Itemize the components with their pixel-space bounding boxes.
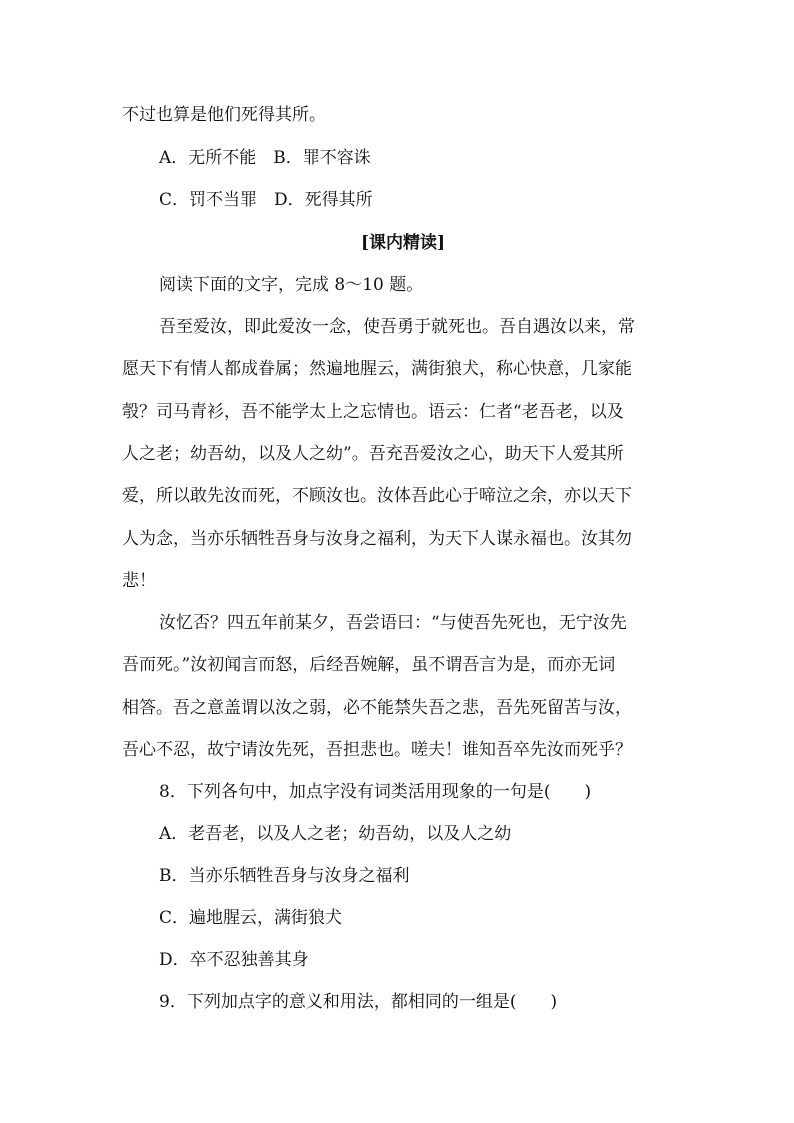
question-8-option-b: B．当亦乐牺牲吾身与汝身之福利: [159, 866, 410, 886]
instruction-text: 阅读下面的文字，完成 8～10 题。: [159, 275, 424, 295]
question-8-option-d: D．卒不忍独善其身: [159, 950, 309, 970]
intro-tail-text: 不过也算是他们死得其所。: [122, 105, 326, 125]
section-heading: [课内精读]: [361, 233, 446, 253]
passage-line: 爱，所以敢先汝而死，不顾汝也。汝体吾此心于啼泣之余，亦以天下: [122, 486, 632, 506]
question-8-stem: 8．下列各句中，加点字没有词类活用现象的一句是( ): [159, 782, 592, 802]
question-8-option-a: A．老吾老，以及人之老；幼吾幼，以及人之幼: [159, 824, 512, 844]
question-9-stem: 9．下列加点字的意义和用法，都相同的一组是( ): [159, 992, 558, 1012]
passage-line: 汝忆否？四五年前某夕，吾尝语曰：“与使吾先死也，无宁汝先: [159, 613, 627, 633]
passage-line: 相答。吾之意盖谓以汝之弱，必不能禁失吾之悲，吾先死留苦与汝，: [122, 698, 632, 718]
passage-line: 吾而死。”汝初闻言而怒，后经吾婉解，虽不谓吾言为是，而亦无词: [122, 655, 616, 675]
passage-line: 愿天下有情人都成眷属；然遍地腥云，满街狼犬，称心快意，几家能: [122, 359, 632, 379]
prev-options-row-2: C．罚不当罪 D．死得其所: [159, 190, 373, 210]
passage-line: 吾心不忍，故宁请汝先死，吾担悲也。嗟夫！谁知吾卒先汝而死乎？: [122, 740, 632, 760]
passage-line: 彀？司马青衫，吾不能学太上之忘情也。语云：仁者“老吾老，以及: [122, 402, 624, 422]
passage-line: 悲！: [122, 571, 156, 591]
question-8-option-c: C．遍地腥云，满街狼犬: [159, 908, 343, 928]
passage-line: 吾至爱汝，即此爱汝一念，使吾勇于就死也。吾自遇汝以来，常: [159, 317, 635, 337]
passage-line: 人为念，当亦乐牺牲吾身与汝身之福利，为天下人谋永福也。汝其勿: [122, 529, 632, 549]
prev-options-row-1: A．无所不能 B．罪不容诛: [159, 148, 371, 168]
passage-line: 人之老；幼吾幼，以及人之幼”。吾充吾爱汝之心，助天下人爱其所: [122, 444, 624, 464]
